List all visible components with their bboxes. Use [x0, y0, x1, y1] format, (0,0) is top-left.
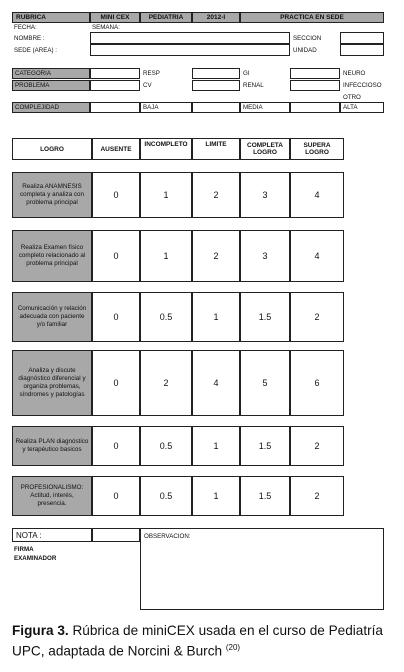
complejidad-label: COMPLEJIDAD: [12, 102, 90, 113]
header-limite: LIMITE: [192, 138, 240, 160]
fecha-label: FECHA:: [14, 24, 37, 31]
figure-reference: (20): [225, 643, 241, 652]
sede-label: SEDE (AREA) :: [14, 47, 57, 54]
observacion-box[interactable]: [140, 528, 384, 610]
logro-profesionalismo: PROFESIONALISMO: Actitud, interés, presencia.: [12, 476, 92, 516]
score-supera[interactable]: 4: [290, 230, 344, 282]
score-limite[interactable]: 2: [192, 230, 240, 282]
score-ausente[interactable]: 0: [92, 476, 140, 516]
examinador-label: EXAMINADOR: [14, 555, 57, 562]
renal-checkbox[interactable]: [290, 80, 340, 91]
score-incompleto[interactable]: 2: [140, 350, 192, 416]
period-label: 2012-I: [192, 12, 240, 23]
score-completa[interactable]: 1.5: [240, 476, 290, 516]
observacion-label: OBSERVACION:: [144, 533, 191, 540]
score-completa[interactable]: 1.5: [240, 292, 290, 342]
otro-label: OTRO: [343, 94, 361, 101]
logro-anamnesis: Realiza ANAMNESIS completa y analiza con problema principal: [12, 172, 92, 218]
figure-caption-text: Rúbrica de miniCEX usada en el curso de Pediatría UPC, adaptada de Norcini & Burch: [12, 623, 383, 659]
score-limite[interactable]: 1: [192, 292, 240, 342]
resp-label: RESP: [143, 70, 160, 77]
score-incompleto[interactable]: 0.5: [140, 476, 192, 516]
media-checkbox[interactable]: [290, 102, 340, 113]
header-supera-logro: SUPERA LOGRO: [290, 138, 344, 160]
seccion-label: SECCION: [293, 35, 322, 42]
logro-examen-fisico: Realiza Examen físico completo relacionado al problema principal: [12, 230, 92, 282]
nota-field[interactable]: [92, 528, 140, 542]
score-supera[interactable]: 4: [290, 172, 344, 218]
alta-label: ALTA: [340, 102, 384, 113]
nota-label: NOTA :: [12, 528, 92, 542]
nombre-field[interactable]: [90, 32, 290, 44]
header-completa-logro: COMPLETA LOGRO: [240, 138, 290, 160]
score-ausente[interactable]: 0: [92, 426, 140, 466]
figure-caption: [12, 622, 392, 660]
score-completa[interactable]: 3: [240, 230, 290, 282]
score-supera[interactable]: 2: [290, 426, 344, 466]
score-ausente[interactable]: 0: [92, 350, 140, 416]
score-limite[interactable]: 4: [192, 350, 240, 416]
categoria-label: CATEGORIA: [12, 68, 90, 79]
problema-field[interactable]: [90, 80, 140, 91]
score-incompleto[interactable]: 0.5: [140, 292, 192, 342]
score-limite[interactable]: 2: [192, 172, 240, 218]
gi-label: GI: [243, 70, 250, 77]
logro-diagnostico: Analiza y discute diagnóstico diferencial y organiza problemas, síndromes y patologías: [12, 350, 92, 416]
header-logro: LOGRO: [12, 138, 92, 160]
score-incompleto[interactable]: 1: [140, 172, 192, 218]
score-limite[interactable]: 1: [192, 476, 240, 516]
nombre-label: NOMBRE :: [14, 35, 45, 42]
categoria-field[interactable]: [90, 68, 140, 79]
score-incompleto[interactable]: 0.5: [140, 426, 192, 466]
firma-label: FIRMA: [14, 546, 34, 553]
logro-comunicacion: Comunicación y relación adecuada con paciente y/o familiar: [12, 292, 92, 342]
minicex-label: MINI CEX: [90, 12, 140, 23]
score-limite[interactable]: 1: [192, 426, 240, 466]
score-ausente[interactable]: 0: [92, 172, 140, 218]
media-label: MEDIA: [240, 102, 290, 113]
score-ausente[interactable]: 0: [92, 292, 140, 342]
unidad-label: UNIDAD: [293, 47, 317, 54]
score-supera[interactable]: 2: [290, 292, 344, 342]
pediatria-label: PEDIATRIA: [140, 12, 192, 23]
score-completa[interactable]: 3: [240, 172, 290, 218]
cv-label: CV: [143, 82, 152, 89]
infeccioso-label: INFECCIOSO: [343, 82, 382, 89]
score-incompleto[interactable]: 1: [140, 230, 192, 282]
score-supera[interactable]: 2: [290, 476, 344, 516]
neuro-label: NEURO: [343, 70, 366, 77]
score-completa[interactable]: 1.5: [240, 426, 290, 466]
unidad-field[interactable]: [340, 44, 384, 56]
rubrica-label: RUBRICA: [12, 12, 90, 23]
complejidad-field[interactable]: [90, 102, 140, 113]
practica-label: PRACTICA EN SEDE: [240, 12, 384, 23]
semana-label: SEMANA:: [92, 24, 120, 31]
header-ausente: AUSENTE: [92, 138, 140, 160]
renal-label: RENAL: [243, 82, 264, 89]
baja-label: BAJA: [140, 102, 192, 113]
score-ausente[interactable]: 0: [92, 230, 140, 282]
baja-checkbox[interactable]: [192, 102, 240, 113]
score-completa[interactable]: 5: [240, 350, 290, 416]
resp-checkbox[interactable]: [192, 68, 240, 79]
gi-checkbox[interactable]: [290, 68, 340, 79]
seccion-field[interactable]: [340, 32, 384, 44]
problema-label: PROBLEMA: [12, 80, 90, 91]
logro-plan: Realiza PLAN diagnóstico y terapéutico basicos: [12, 426, 92, 466]
figure-number: Figura 3.: [12, 623, 69, 638]
header-incompleto: INCOMPLETO: [140, 138, 192, 160]
sede-field[interactable]: [90, 44, 290, 56]
cv-checkbox[interactable]: [192, 80, 240, 91]
score-supera[interactable]: 6: [290, 350, 344, 416]
